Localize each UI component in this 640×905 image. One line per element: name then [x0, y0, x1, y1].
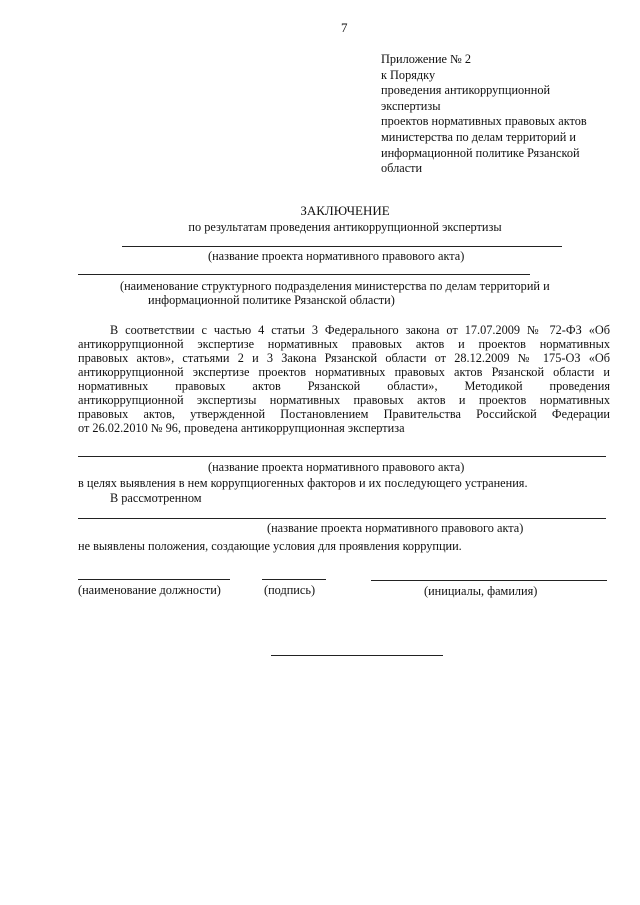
- appendix-line: министерства по делам территорий и: [381, 129, 576, 144]
- act-name-caption-3: (название проекта нормативного правового акта): [267, 521, 524, 535]
- appendix-line: проектов нормативных правовых актов: [381, 114, 587, 129]
- department-caption-line: информационной политике Рязанской области): [148, 293, 395, 307]
- considered-label: В рассмотренном: [110, 491, 202, 505]
- appendix-line: Приложение № 2: [381, 52, 472, 66]
- department-caption-line: (наименование структурного подразделения министерства по делам территорий и: [120, 279, 550, 293]
- name-caption: (инициалы, фамилия): [424, 584, 538, 598]
- act-name-caption-1: (название проекта нормативного правового акта): [208, 249, 465, 263]
- department-line: [78, 274, 530, 275]
- position-caption: (наименование должности): [78, 583, 221, 597]
- document-subtitle: по результатам проведения антикоррупционной экспертизы: [188, 220, 502, 234]
- body-text-line: антикоррупционной экспертизе проектов нормативных правовых актов Рязанской области и: [78, 365, 610, 379]
- appendix-line: экспертизы: [381, 98, 441, 113]
- act-name-caption-2: (название проекта нормативного правового акта): [208, 460, 465, 474]
- body-text-line: антикоррупционной экспертизы нормативных правовых актов и проектов нормативных: [78, 393, 610, 407]
- purpose-text: в целях выявления в нем коррупциогенных факторов и их последующего устранения.: [78, 476, 528, 490]
- appendix-header: [381, 52, 621, 177]
- appendix-line: проведения антикоррупционной: [381, 83, 551, 98]
- appendix-line: области: [381, 161, 423, 176]
- body-text-line: правовых актов, утвержденной Постановлением Правительства Российской Федерации: [78, 407, 610, 421]
- document-title: ЗАКЛЮЧЕНИЕ: [300, 203, 390, 218]
- body-text-line: нормативных правовых актов Рязанской области», Методикой проведения: [78, 379, 610, 393]
- conclusion-text: не выявлены положения, создающие условия для проявления коррупции.: [78, 539, 462, 553]
- act-name-line-2: [78, 456, 606, 457]
- body-text-line: от 26.02.2010 № 96, проведена антикоррупционная экспертиза: [78, 421, 405, 435]
- act-name-line-1: [122, 246, 562, 247]
- appendix-line: информационной политике Рязанской: [381, 145, 580, 160]
- body-text-line: В соответствии с частью 4 статьи 3 Федерального закона от 17.07.2009 № 72-ФЗ «Об: [110, 323, 610, 337]
- name-signature-line: [371, 580, 607, 581]
- body-text-line: антикоррупционной экспертизе нормативных правовых актов и проектов нормативных: [78, 337, 610, 351]
- end-divider-line: [271, 655, 443, 656]
- body-text-line: правовых актов», статьями 2 и 3 Закона Рязанской области от 28.12.2009 № 175-ОЗ «Об: [78, 351, 610, 365]
- appendix-line: к Порядку: [381, 67, 436, 82]
- signature-caption: (подпись): [264, 583, 316, 597]
- position-signature-line: [78, 579, 230, 580]
- page-number: 7: [341, 20, 348, 35]
- act-name-line-3: [78, 518, 606, 519]
- signature-line: [262, 579, 326, 580]
